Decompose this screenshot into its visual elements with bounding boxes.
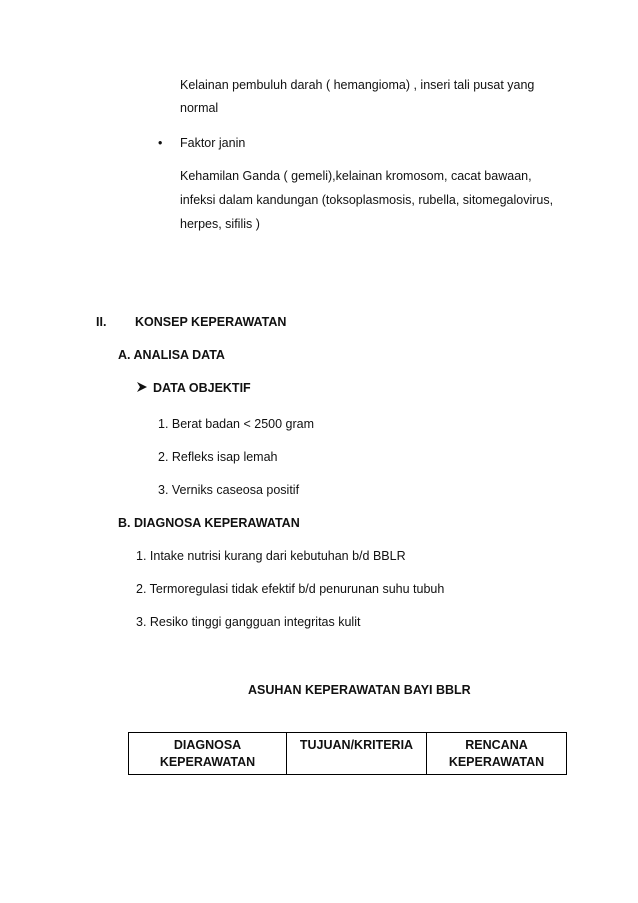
table-header-row [129,733,567,775]
objektif-item: 2. Refleks isap lemah [158,450,278,464]
section-number: II. [96,315,107,329]
top-line-2: normal [180,101,219,115]
faktor-janin-para-1: Kehamilan Ganda ( gemeli),kelainan kromosom, cacat bawaan, [180,169,532,183]
arrow-bullet-icon [136,381,148,393]
header-diagnosa-line-1: DIAGNOSA [173,738,242,752]
diagnosa-item: 1. Intake nutrisi kurang dari kebutuhan b/d BBLR [136,549,406,563]
header-diagnosa-line-2: KEPERAWATAN [159,755,256,769]
header-rencana [427,733,567,775]
objektif-item: 3. Verniks caseosa positif [158,483,300,497]
objektif-item: 1. Berat badan < 2500 gram [158,417,315,431]
diagnosa-item: 3. Resiko tinggi gangguan integritas kulit [136,615,361,629]
subsection-a-heading: A. ANALISA DATA [118,348,225,362]
top-line-1: Kelainan pembuluh darah ( hemangioma) , inseri tali pusat yang [180,78,535,92]
asuhan-table [128,732,567,775]
section-title: KONSEP KEPERAWATAN [135,315,287,329]
header-diagnosa [129,733,287,775]
bullet-marker: • [158,136,163,150]
subsection-b-heading: B. DIAGNOSA KEPERAWATAN [118,516,300,530]
faktor-janin-para-3: herpes, sifilis ) [180,217,260,231]
faktor-janin-label: Faktor janin [180,136,246,150]
data-objektif-heading: DATA OBJEKTIF [153,381,251,395]
header-tujuan [287,733,427,775]
asuhan-title: ASUHAN KEPERAWATAN BAYI BBLR [248,683,471,697]
diagnosa-item: 2. Termoregulasi tidak efektif b/d penurunan suhu tubuh [136,582,445,596]
header-tujuan-line-1: TUJUAN/KRITERIA [299,738,414,752]
header-rencana-line-2: KEPERAWATAN [448,755,545,769]
header-rencana-line-1: RENCANA [465,738,528,752]
faktor-janin-para-2: infeksi dalam kandungan (toksoplasmosis, rubella, sitomegalovirus, [180,193,554,207]
